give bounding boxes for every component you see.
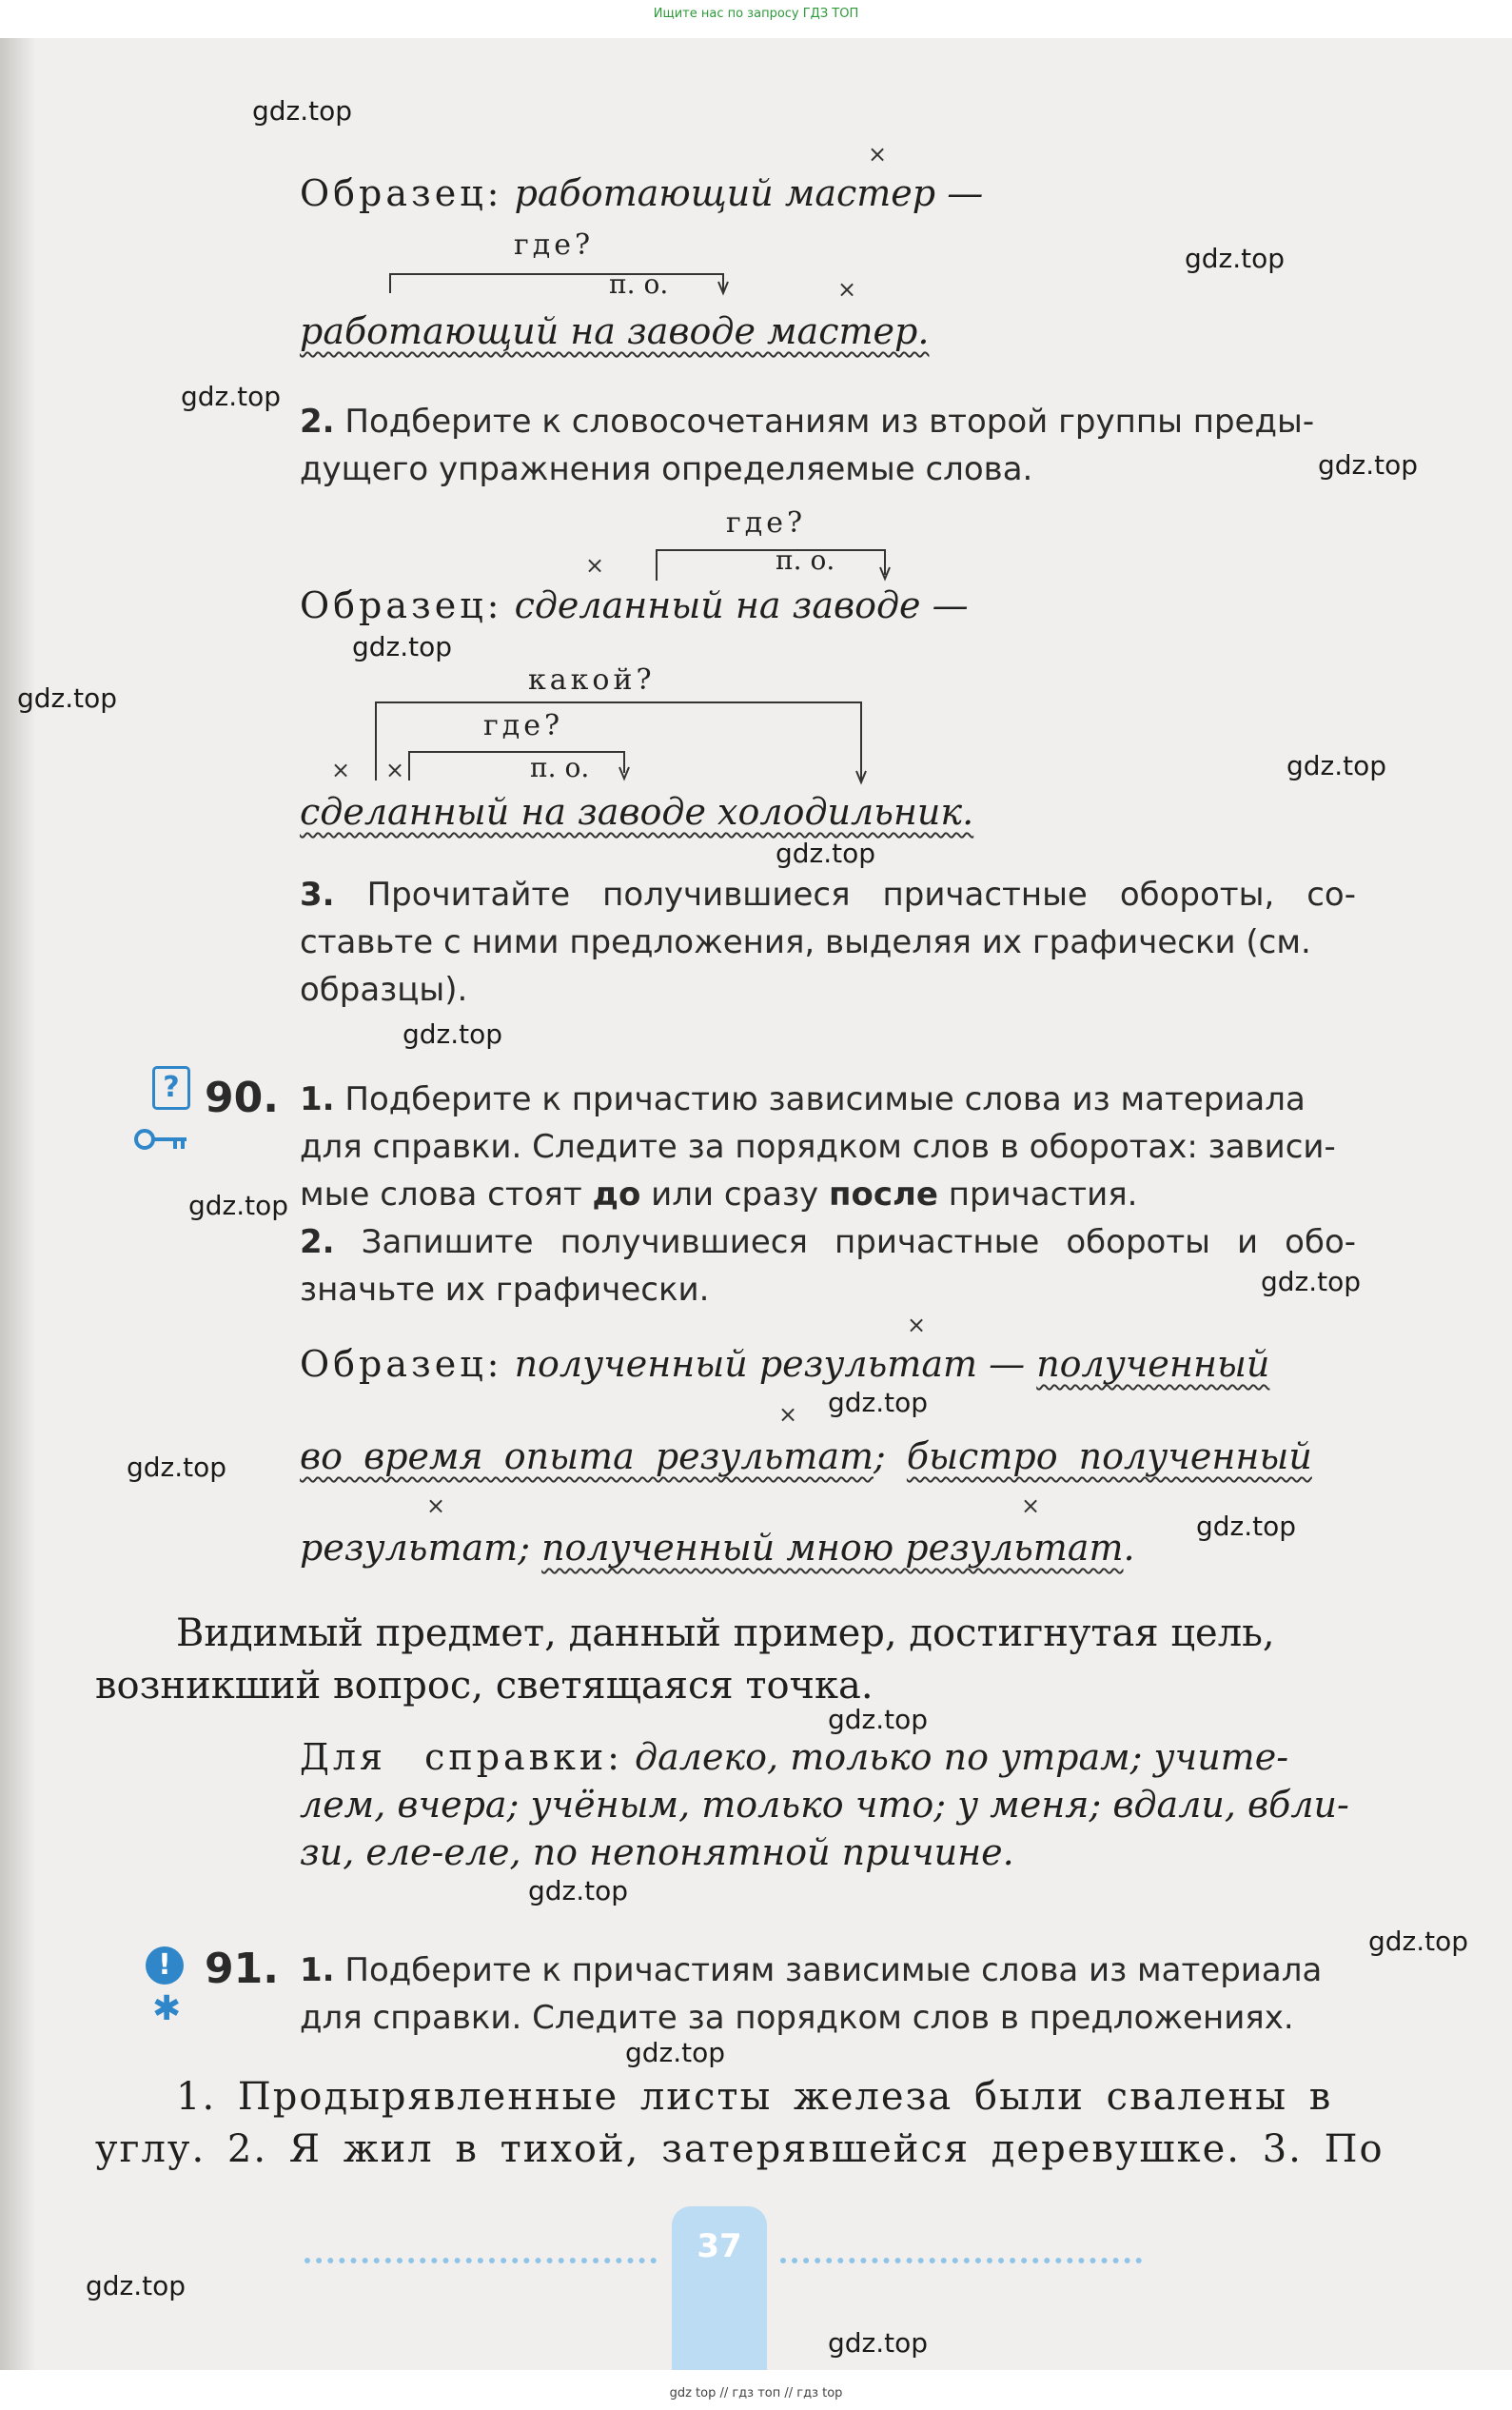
sample-phrase-underlined: во время опыта результат [300,1435,874,1477]
ref-text: далеко, только по утрам; учите- [635,1736,1289,1778]
ex90-task1-line1 [300,1076,1306,1123]
cross-mark: × [331,757,351,783]
watermark: gdz.top [1286,750,1387,781]
watermark: gdz.top [528,1875,629,1906]
ex90-task1-number: 1. [300,1080,335,1118]
task2-line1 [300,398,1314,445]
key-icon [133,1123,190,1162]
watermark: gdz.top [1261,1266,1362,1297]
exercise-90-number: 90. [205,1074,279,1122]
ex90-task2-line2: значьте их графически. [300,1271,710,1309]
ex90-text-part: мые слова стоят [300,1175,593,1214]
task3-line1 [300,871,1356,919]
task3-line2: ставьте с ними предложения, выделяя их графически (см. [300,923,1311,961]
sample-sep: ; [874,1435,907,1477]
ex91-text-line1: 1. Продырявленные листы железа были свалены в [176,2075,1333,2119]
sample-phrase-underlined: быстро полученный [906,1435,1312,1477]
ex90-sample-line3 [300,1521,1135,1574]
ex90-words-line1: Видимый предмет, данный пример, достигнутая цель, [176,1611,1275,1655]
ex90-text-part: причастия. [937,1175,1138,1214]
watermark: gdz.top [1318,449,1419,481]
watermark: gdz.top [776,838,876,869]
ex91-text-line2: углу. 2. Я жил в тихой, затерявшейся деревушке. 3. По [95,2127,1384,2171]
example1-line [300,167,983,220]
task3-number: 3. [300,876,335,914]
task2-line2: дущего упражнения определяемые слова. [300,450,1033,488]
exercise-91-number: 91. [205,1945,279,1993]
footer-dots-left [304,2258,657,2263]
cross-mark: × [868,141,888,168]
cross-mark: × [778,1401,798,1428]
ex91-task1-line2: для справки. Следите за порядком слов в предложениях. [300,1999,1294,2037]
ex2-bracket-which [376,702,861,780]
footer-dots-right [780,2258,1142,2263]
task3-text: Прочитайте получившиеся причастные обороты, со- [366,876,1356,914]
ex2-bracket-where [409,752,624,780]
ex90-text-part: или сразу [640,1175,829,1214]
watermark: gdz.top [181,381,282,412]
ex91-task1-number: 1. [300,1951,335,1989]
ref-label: Для справки: [300,1736,623,1778]
task3-line3: образцы). [300,971,468,1009]
example2-line [300,579,969,632]
question-icon: ? [152,1066,190,1110]
example1-result: работающий на заводе мастер. [300,310,930,352]
sample-phrase: полученный результат [514,1343,978,1385]
watermark: gdz.top [86,2270,187,2301]
sample-sep: ; [518,1527,542,1569]
ex90-sample-line1 [300,1337,1269,1391]
ex90-task1-text: Подберите к причастию зависимые слова из материала [344,1080,1306,1118]
question-where: где? [514,228,595,262]
bottom-banner[interactable]: gdz top // гдз топ // гдз top [669,2386,843,2400]
cross-mark: × [585,552,605,579]
question-which: какой? [528,663,656,697]
sample-phrase-underlined: полученный [1036,1343,1270,1385]
cross-mark: × [426,1492,446,1519]
ex90-words-line2: возникший вопрос, светящаяся точка. [95,1664,874,1708]
sample-word: результат [300,1527,519,1569]
ex90-task2-line1 [300,1218,1356,1266]
page-number: 37 [697,2227,742,2265]
question-where: где? [726,506,807,540]
ex90-ref-line1 [300,1730,1288,1784]
sample-phrase: работающий мастер — [514,172,984,214]
sample-label: Образец: [300,172,503,214]
ex2-bracket-top [657,550,885,581]
sample-phrase: сделанный на заводе — [514,584,969,626]
ex1-bracket [390,274,723,293]
top-banner[interactable]: Ищите нас по запросу ГДЗ ТОП [653,7,859,21]
task2-number: 2. [300,403,335,441]
task2-text: Подберите к словосочетаниям из второй группы преды- [344,403,1315,441]
ex91-task1-line1 [300,1946,1322,1994]
watermark: gdz.top [252,95,353,127]
cross-mark: × [385,757,405,783]
ex90-bold-before: до [592,1175,641,1214]
abbr-participial: п. о. [609,268,669,300]
watermark: gdz.top [828,1387,929,1418]
ex90-bold-after: после [829,1175,938,1214]
watermark: gdz.top [625,2037,726,2068]
ex90-task1-line3 [300,1171,1137,1218]
watermark: gdz.top [188,1190,289,1221]
cross-mark: × [837,276,857,303]
watermark: gdz.top [17,682,118,714]
sample-end: . [1123,1527,1135,1569]
sample-label: Образец: [300,1343,503,1385]
exclamation-icon: ! [146,1946,184,1985]
cross-mark: × [907,1312,927,1338]
ex90-task2-number: 2. [300,1223,335,1261]
ex90-task1-line2: для справки. Следите за порядком слов в оборотах: зависи- [300,1128,1336,1166]
ex90-ref-line2: лем, вчера; учёным, только что; у меня; вдали, вбли- [300,1784,1349,1826]
abbr-participial: п. о. [776,544,835,576]
key-icon-svg [133,1125,190,1154]
abbr-participial: п. о. [530,752,590,783]
ex90-sample-line2 [300,1430,1312,1483]
watermark: gdz.top [828,2327,929,2359]
watermark: gdz.top [828,1704,929,1735]
ex91-task1-text: Подберите к причастиям зависимые слова из материала [344,1951,1323,1989]
cross-mark: × [1021,1492,1041,1519]
watermark: gdz.top [403,1018,503,1050]
watermark: gdz.top [1368,1926,1469,1957]
ex90-ref-line3: зи, еле-еле, по непонятной причине. [300,1831,1014,1873]
asterisk-icon: ✱ [152,1989,182,2028]
sample-phrase-underlined: полученный мною результат [541,1527,1124,1569]
watermark: gdz.top [1185,243,1286,274]
ex90-task2-text: Запишите получившиеся причастные обороты и обо- [361,1223,1357,1261]
watermark: gdz.top [127,1452,227,1483]
question-where: где? [483,709,564,742]
watermark: gdz.top [1196,1511,1297,1542]
example2-result: сделанный на заводе холодильник. [300,791,974,833]
sample-dash: — [977,1343,1037,1385]
watermark: gdz.top [352,631,453,662]
sample-label: Образец: [300,584,503,626]
